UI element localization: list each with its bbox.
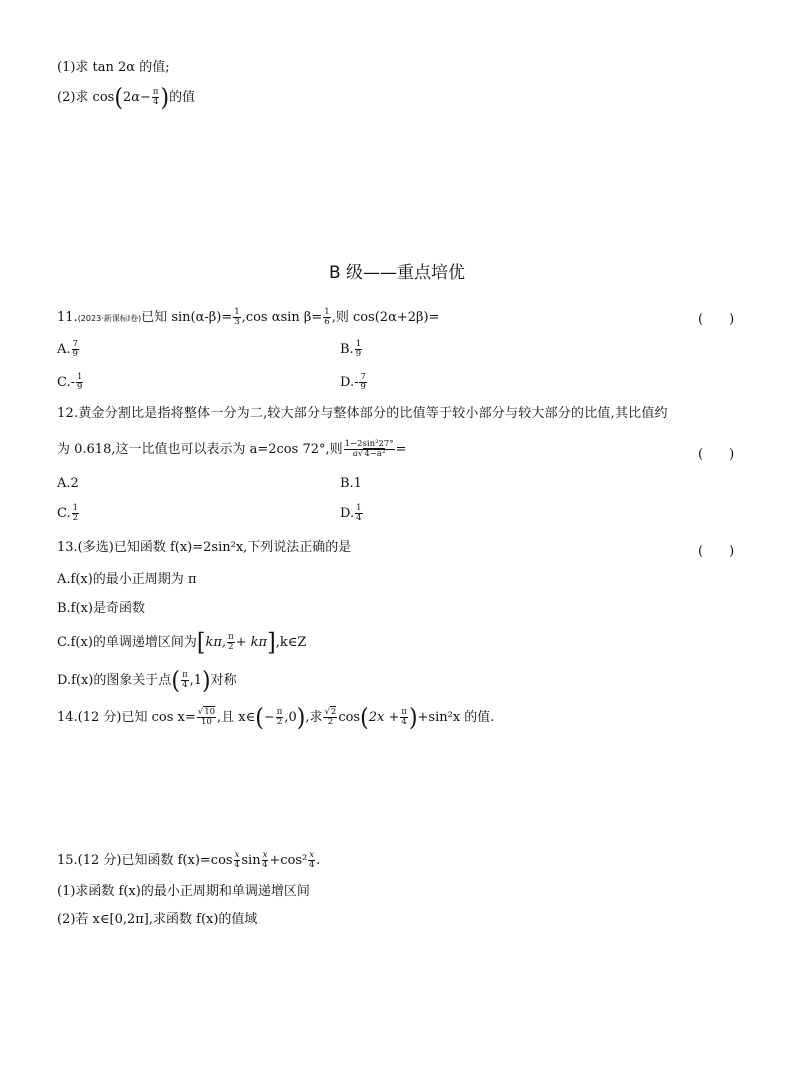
question-15: 15.(12 分)已知函数 f(x)=cos $\frac{x}{4}$ sin $\frac{x}{4}$ +cos² $\frac{x}{4}$ . — [57, 850, 321, 870]
q12-option-c[interactable]: C. $\frac{1}{2}$ — [57, 503, 79, 523]
q13-option-b[interactable]: B.f(x)是奇函数 — [57, 601, 145, 616]
q12-stem-line1: 12.黄金分割比是指将整体一分为二,较大部分与整体部分的比值等于较小部分与较大部分的比值,其比值约 — [57, 406, 668, 421]
q12-option-b[interactable]: B.1 — [340, 476, 362, 491]
q13-option-c[interactable]: C.f(x)的单调递增区间为[kπ, $\frac{\pi}{2}$ + kπ],k∈Z — [57, 629, 307, 658]
q11-number: 11. — [57, 309, 78, 325]
q13-option-a[interactable]: A.f(x)的最小正周期为 π — [57, 572, 197, 587]
prev-part1: (1)求 tan 2α 的值; — [57, 60, 170, 75]
q15-part1: (1)求函数 f(x)的最小正周期和单调递增区间 — [57, 884, 310, 899]
prev-part2-suffix: 的值 — [169, 90, 196, 105]
q12-option-d[interactable]: D. $\frac{1}{4}$ — [340, 503, 362, 523]
q12-answer-paren: ( ) — [698, 447, 735, 462]
q11-option-a[interactable]: A. $\frac{7}{9}$ — [57, 339, 78, 359]
prev-part2-prefix: (2)求 cos — [57, 90, 115, 105]
q13-option-d[interactable]: D.f(x)的图象关于点( $\frac{\pi}{4}$ ,1)对称 — [57, 667, 237, 696]
q11-source: (2023·新课标Ⅰ卷) — [77, 313, 142, 323]
q12-line2-text: 为 0.618,这一比值也可以表示为 a=2cos 72°,则 — [57, 441, 343, 457]
section-title: B 级——重点培优 — [328, 263, 466, 283]
q13-stem: 13.(多选)已知函数 f(x)=2sin²x,下列说法正确的是 — [57, 540, 352, 555]
q11-stem-b: ,cos αsin β= — [241, 309, 323, 325]
q14-cos-value-fraction: $\frac{√10}{10}$ — [197, 707, 216, 727]
q11-option-d[interactable]: D.- $\frac{7}{9}$ — [340, 372, 366, 392]
prev-part2: (2)求 cos(2α− $\frac{\pi}{4}$ )的值 — [57, 84, 196, 113]
q12-stem-line2: 为 0.618,这一比值也可以表示为 a=2cos 72°,则 $\frac{\text{1−2sin²27°}}{\text{a√4−a²}}$ = — [57, 439, 407, 459]
q11-stem-a: 已知 sin(α-β)= — [141, 309, 233, 325]
q13-answer-paren: ( ) — [698, 544, 735, 559]
q12-expression-fraction: $\frac{\text{1−2sin²27°}}{\text{a√4−a²}}$ — [344, 439, 394, 459]
q15-part2: (2)若 x∈[0,2π],求函数 f(x)的值域 — [57, 912, 258, 927]
q11-frac-1-6: $\frac{1}{6}$ — [324, 307, 330, 327]
question-11 — [57, 308, 440, 327]
pi-over-4-fraction: $\frac{\pi}{4}$ — [152, 87, 159, 107]
q14-coef-fraction: $\frac{√2}{2}$ — [324, 707, 337, 727]
q11-answer-paren: ( ) — [698, 312, 735, 327]
q12-option-a[interactable]: A.2 — [57, 476, 79, 491]
q11-option-c[interactable]: C.- $\frac{1}{9}$ — [57, 372, 83, 392]
q11-option-b[interactable]: B. $\frac{1}{9}$ — [340, 339, 362, 359]
q11-stem-c: ,则 cos(2α+2β)= — [331, 309, 440, 325]
q11-frac-1-3: $\frac{1}{3}$ — [234, 307, 240, 327]
question-14: 14.(12 分)已知 cos x= $\frac{√10}{10}$ ,且 x∈(− $\frac{\pi}{2}$ ,0),求 $\frac{√2}{2}$ cos(2x + $\frac{\pi}{4}$ )+sin²x 的值. — [57, 704, 495, 733]
